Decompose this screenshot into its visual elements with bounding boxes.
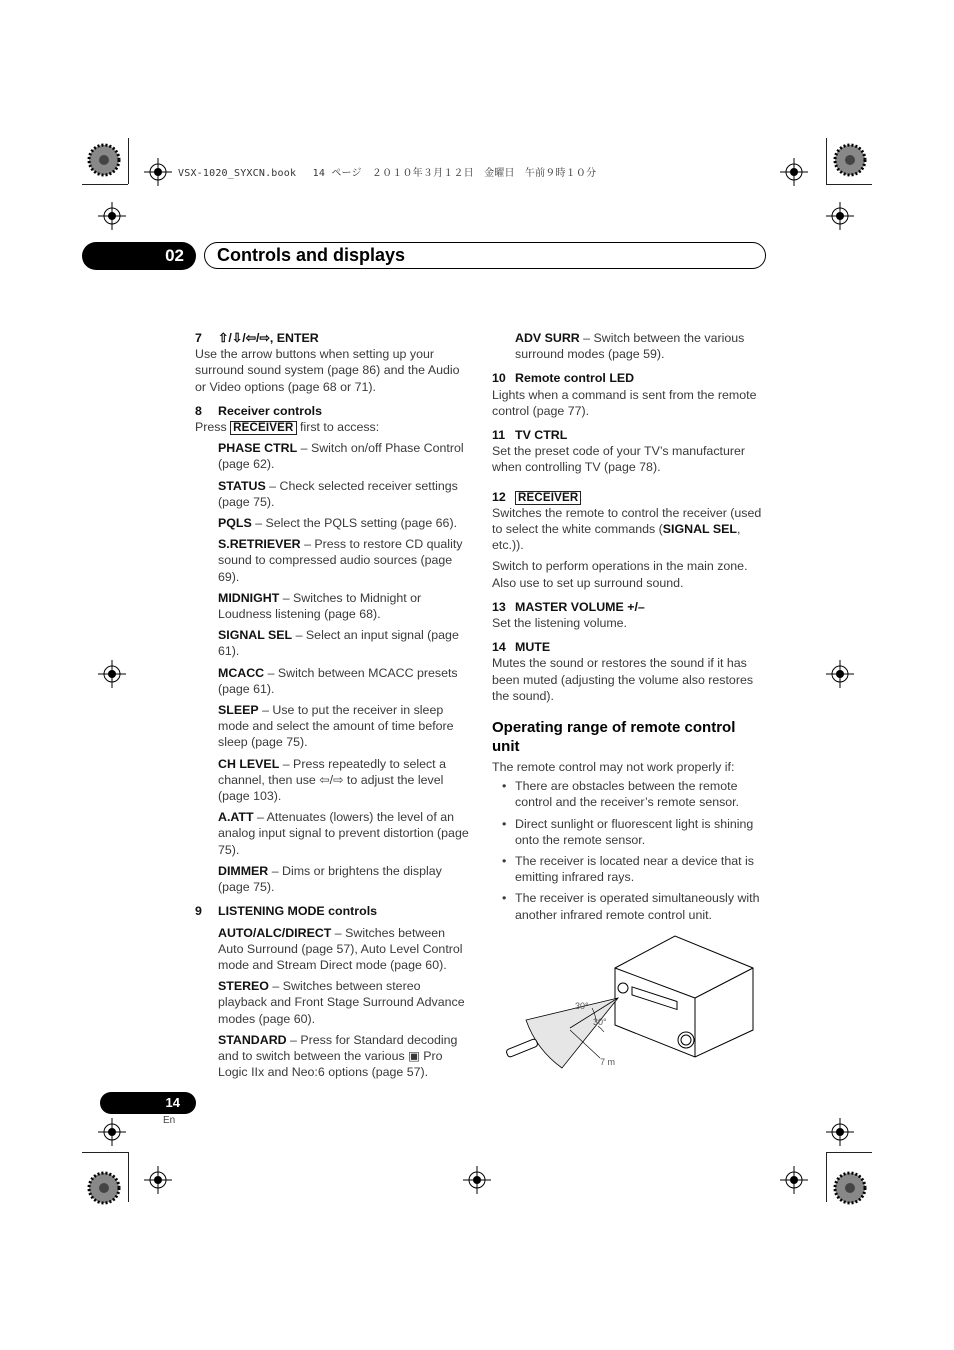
receiver-control-entry [218,536,470,585]
crosshair-target-9 [144,1166,172,1194]
crosshair-target-4 [826,202,854,230]
item-11-title: TV CTRL [515,428,568,443]
bullet-icon: • [502,779,507,794]
receiver-control-desc: – Dims or brightens the display (page 75). [218,863,442,895]
receiver-control-name: A.ATT [218,810,254,825]
item-11-body: Set the preset code of your TV’s manufacturer when controlling TV (page 78). [492,444,745,475]
item-10-heading [492,370,767,386]
input-knob [618,983,628,993]
crosshair-target-10 [463,1166,491,1194]
receiver-key-label: RECEIVER [230,421,296,435]
item-7-title: ⇧/⇩/⇦/⇨, ENTER [218,331,319,345]
item-9-sub-list [195,925,470,1081]
receiver-control-desc: – Attenuates (lowers) the level of an analog input signal to prevent distortion (page 75). [218,810,469,857]
item-8-title: Receiver controls [218,403,322,418]
item-9-title: LISTENING MODE controls [218,904,378,919]
item-14-number: 14 [492,640,506,655]
crop-line [82,1152,128,1153]
registration-mark-top-right [832,142,872,182]
section-intro: The remote control may not work properly if: [492,760,735,775]
crosshair-target-1 [144,158,172,186]
press-text: Press [195,420,227,435]
receiver-control-name: MIDNIGHT [218,590,280,605]
receiver-control-entry [218,440,470,472]
receiver-key-label-12: RECEIVER [515,491,581,505]
item-10-title: Remote control LED [515,371,635,386]
listening-mode-name: STANDARD [218,1032,287,1047]
angle-label-1: 30° [575,1001,589,1011]
item-12-heading [492,489,767,505]
crosshair-target-6 [826,660,854,688]
receiver-control-name: PHASE CTRL [218,441,298,456]
receiver-control-desc: – Use to put the receiver in sleep mode and select the amount of time before sleep (page 75). [218,703,454,750]
item-10-number: 10 [492,371,506,386]
crop-line [826,138,827,184]
registration-mark-bottom-right [832,1170,872,1210]
listening-mode-name: STEREO [218,979,269,994]
bullet-text: There are obstacles between the remote control and the receiver’s remote sensor. [515,779,740,810]
chapter-title: Controls and displays [204,242,766,269]
receiver-control-entry [218,627,470,659]
distance-label: 7 m [600,1057,616,1067]
listening-mode-name: AUTO/ALC/DIRECT [218,925,332,940]
crosshair-target-2 [780,158,808,186]
press-after-text: first to access: [300,420,380,435]
item-12-body-1 [492,505,767,554]
left-column [195,330,470,1080]
crosshair-target-7 [98,1118,126,1146]
receiver-control-entry [218,809,470,858]
crop-line [826,184,872,185]
list-item [492,890,767,922]
listening-mode-entry [218,925,470,974]
bullet-text: Direct sunlight or fluorescent light is shining onto the remote sensor. [515,816,754,847]
language-label: En [163,1115,176,1126]
listening-mode-desc: – Switches between Auto Surround (page 57), Auto Level Control mode and Stream Direct mode (page 60). [218,925,463,972]
listening-mode-entry [218,1032,470,1081]
receiver-control-entry [218,590,470,622]
receiver-control-name: CH LEVEL [218,756,280,771]
item-8-press-line [195,419,470,435]
crop-line [826,1152,827,1202]
receiver-control-entry [218,478,470,510]
angle-label-2: 30° [593,1017,607,1027]
receiver-control-desc: – Switch between MCACC presets (page 61). [218,665,458,696]
list-item [492,778,767,810]
crop-line [128,138,129,184]
receiver-control-name: DIMMER [218,863,269,878]
item-7-number: 7 [195,331,202,345]
receiver-control-name: MCACC [218,665,265,680]
receiver-control-name: SLEEP [218,703,259,718]
item-13-title: MASTER VOLUME +/– [515,599,645,614]
adv-surr-desc: – Switch between the various surround modes (page 59). [515,331,745,362]
item-12-body-1b: SIGNAL SEL [662,522,737,537]
item-14-body: Mutes the sound or restores the sound if it has been muted (adjusting the volume also restores the sound). [492,656,754,703]
receiver-control-entry [218,702,470,751]
receiver-control-entry [218,515,470,531]
bullet-text: The receiver is located near a device that is emitting infrared rays. [515,854,754,885]
listening-mode-entry [218,978,470,1027]
item-7-body: Use the arrow buttons when setting up your surround sound system (page 86) and the Audio or Video options (page 68 or 71). [195,347,460,394]
item-8-sub-list [195,440,470,895]
receiver-control-desc: – Select an input signal (page 61). [218,628,459,659]
right-column [492,330,767,928]
crop-line [826,1152,872,1153]
item-11-heading [492,427,767,443]
item-8-heading [195,403,470,419]
item-8-number: 8 [195,403,202,418]
item-13-heading [492,599,767,615]
item-11-number: 11 [492,428,506,443]
item-13-body: Set the listening volume. [492,616,627,631]
crosshair-target-3 [98,202,126,230]
print-header: VSX-1020_SYXCN.book 14 ページ ２０１０年３月１２日 金曜日 午前９時１０分 [178,168,597,179]
receiver-control-desc: – Select the PQLS setting (page 66). [251,516,458,531]
listening-mode-desc: – Switches between stereo playback and Front Stage Surround Advance modes (page 60). [218,979,465,1026]
page-number-badge: 14 [100,1092,196,1114]
receiver-control-name: STATUS [218,478,266,493]
adv-surr-entry [515,330,767,362]
receiver-control-name: PQLS [218,516,252,531]
item-7-heading [195,330,470,346]
item-12-number: 12 [492,489,506,504]
bullet-text: The receiver is operated simultaneously with another infrared remote control unit. [515,891,760,922]
crop-line [128,1152,129,1202]
item-9-number: 9 [195,904,202,919]
chapter-number-badge: 02 [82,242,196,270]
listening-mode-desc: – Press for Standard decoding and to switch between the various ▣ Pro Logic IIx and Neo:6 options (page 57). [218,1032,458,1080]
crosshair-target-11 [780,1166,808,1194]
item-12-body-1a: Switches the remote to control the receiver (used to select the white commands ( [492,505,762,537]
adv-surr-name: ADV SURR [515,331,580,345]
receiver-control-desc: – Check selected receiver settings (page 75). [218,478,458,509]
bullet-icon: • [502,854,507,869]
receiver-control-desc: – Switch on/off Phase Control (page 62). [218,441,464,472]
remote-range-diagram [500,930,760,1070]
item-14-heading [492,639,767,655]
item-13-number: 13 [492,599,506,614]
registration-mark-top-left [86,142,126,182]
receiver-control-desc: – Press repeatedly to select a channel, then use ⇦/⇨ to adjust the level (page 103). [218,756,446,804]
volume-knob-inner [681,1035,691,1045]
list-item [492,816,767,848]
item-14-title: MUTE [515,640,551,655]
bullet-list [492,778,767,923]
crosshair-target-8 [826,1118,854,1146]
registration-mark-bottom-left [86,1170,126,1210]
item-12-body-2: Switch to perform operations in the main zone. Also use to set up surround sound. [492,559,748,590]
receiver-control-name: SIGNAL SEL [218,628,293,643]
list-item [492,853,767,885]
remote-control-drawing [506,1038,539,1057]
receiver-control-name: S.RETRIEVER [218,537,301,552]
item-10-body: Lights when a command is sent from the remote control (page 77). [492,387,757,418]
bullet-icon: • [502,816,507,831]
receiver-control-desc: – Press to restore CD quality sound to compressed audio sources (page 69). [218,537,463,584]
bullet-icon: • [502,891,507,906]
receiver-control-desc: – Switches to Midnight or Loudness listening (page 68). [218,590,422,622]
receiver-control-entry [218,863,470,895]
receiver-control-entry [218,665,470,697]
item-12-body-1c: , etc.)). [492,522,741,553]
section-heading: Operating range of remote control unit [492,719,736,756]
crosshair-target-5 [98,660,126,688]
receiver-control-entry [218,756,470,805]
crop-line [82,184,128,185]
item-9-heading [195,903,470,919]
